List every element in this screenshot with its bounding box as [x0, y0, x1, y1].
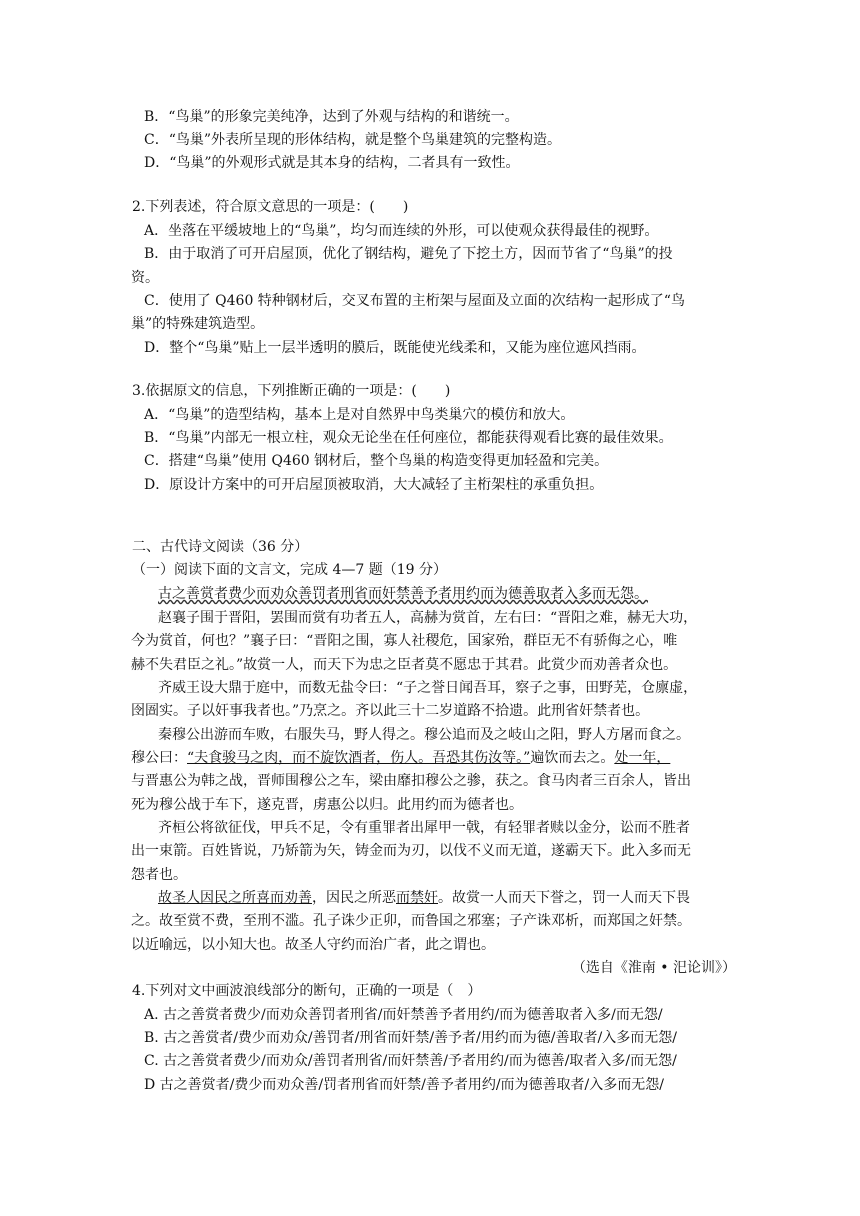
q3-stem: 3.依据原文的信息，下列推断正确的一项是：( ): [132, 383, 451, 399]
passage-source: （选自《淮南 • 汜论训》）: [571, 960, 736, 976]
q4-stem: 4.下列对文中画波浪线部分的断句，正确的一项是（ ）: [132, 983, 482, 999]
underlined-phrase: 处一年，: [614, 750, 671, 766]
q4-option-b: B. 古之善赏者/费少而劝众/善罚者/刑省而奸禁/善予者/用约而为德/善取者/入多而无怨/: [144, 1030, 677, 1046]
passage-line: 死为穆公战于车下，遂克晋，虏惠公以归。此用约而为德者也。: [131, 797, 523, 813]
passage-text: 。故赏一人而天下誉之，罚一人而天下畏: [438, 890, 690, 906]
q2-option-d: D．整个“鸟巢”贴上一层半透明的膜后，既能使光线柔和，又能为座位遮风挡雨。: [144, 340, 646, 356]
q2-option-c-line1: C．使用了 Q460 特种钢材后，交叉布置的主桁架与屋面及立面的次结构一起形成了“鸟: [144, 293, 685, 309]
passage-line: 与晋惠公为韩之战，晋师围穆公之车，梁由靡扣穆公之骖，获之。食马肉者三百余人，皆出: [131, 773, 691, 789]
passage-line: 秦穆公出游而车败，右服失马，野人得之。穆公追而及之岐山之阳，野人方屠而食之。: [158, 727, 690, 743]
passage-line: [0, 584, 860, 604]
q1-option-d: D．“鸟巢”的外观形式就是其本身的结构，二者具有一致性。: [144, 155, 520, 171]
q4-option-a: A. 古之善赏者费少/而劝众善罚者刑省/而奸禁善予者用约/而为德善取者入多/而无怨/: [144, 1007, 663, 1023]
passage-line: 赵襄子围于晋阳，罢围而赏有功者五人，高赫为赏首，左右曰：“晋阳之难，赫无大功，: [158, 610, 698, 626]
passage-text: 穆公曰：: [131, 750, 187, 766]
passage-line: 今为赏首，何也？”襄子曰：“晋阳之围，寡人社稷危，国家殆，群臣无不有骄侮之心，唯: [131, 633, 678, 649]
passage-line: 赫不失君臣之礼。”故赏一人，而天下为忠之臣者莫不愿忠于其君。此赏少而劝善者众也。: [131, 657, 678, 673]
wavy-underlined-sentence: 古之善赏者费少而劝众善罚者刑省而奸禁善予者用约而为德善取者入多而无怨。: [158, 586, 648, 602]
q3-option-b: B．“鸟巢”内部无一根立柱，观众无论坐在任何座位，都能获得观看比赛的最佳效果。: [144, 430, 673, 446]
passage-line: 囹圄实。子以奸事我者也。”乃烹之。齐以此三十二岁道路不拾遗。此刑省奸禁者也。: [131, 703, 650, 719]
q4-option-d: D 古之善赏者/费少而劝众善/罚者刑省而奸禁/善予者用约/而为德善取者/入多而无怨/: [144, 1077, 664, 1093]
passage-line: 齐桓公将欲征伐，甲兵不足，令有重罪者出犀甲一戟，有轻罪者赎以金分，讼而不胜者: [158, 820, 690, 836]
underlined-phrase: “夫食骏马之肉，而不旋饮酒者，伤人。吾恐其伤汝等。”: [187, 750, 531, 766]
passage-line: 之。故至赏不费，至刑不滥。孔子诛少正卯，而鲁国之邪塞；子产诛邓析，而郑国之奸禁。: [131, 913, 691, 929]
q1-option-b: B．“鸟巢”的形象完美纯净，达到了外观与结构的和谐统一。: [144, 109, 519, 125]
section-heading: 二、古代诗文阅读（36 分）: [132, 539, 309, 555]
q2-option-a: A．坐落在平缓坡地上的“鸟巢”，均匀而连续的外形，可以使观众获得最佳的视野。: [144, 223, 659, 239]
passage-text: ，因民之所恶: [312, 890, 396, 906]
passage-line: 以近喻远，以小知大也。故圣人守约而治广者，此之谓也。: [131, 937, 495, 953]
underlined-phrase: 而禁奸: [396, 890, 438, 906]
q4-option-c: C. 古之善赏者费少/而劝众/善罚者刑省/而奸禁善/予者用约/而为德善/取者入多/而无怨/: [144, 1053, 677, 1069]
passage-line: [0, 888, 860, 908]
q3-option-c: C．搭建“鸟巢”使用 Q460 钢材后，整个鸟巢的构造变得更加轻盈和完美。: [144, 453, 609, 469]
q3-option-a: A．“鸟巢”的造型结构，基本上是对自然界中鸟类巢穴的模仿和放大。: [144, 407, 575, 423]
passage-line: 齐威王设大鼎于庭中，而数无盐令曰：“子之誉日闻吾耳，察子之事，田野芜，仓廪虚，: [158, 680, 698, 696]
q2-stem: 2.下列表述，符合原文意思的一项是：( ): [132, 199, 409, 215]
section-subheading: （一）阅读下面的文言文，完成 4—7 题（19 分）: [132, 562, 447, 578]
q2-option-b-line1: B．由于取消了可开启屋顶，优化了钢结构，避免了下挖土方，因而节省了“鸟巢”的投: [144, 246, 673, 262]
passage-line: 出一束箭。百姓皆说，乃矫箭为矢，铸金而为刃，以伐不义而无道，遂霸天下。此入多而无: [131, 843, 691, 859]
underlined-phrase: 故圣人因民之所喜而劝善: [158, 890, 312, 906]
passage-text: 遍饮而去之。: [530, 750, 615, 766]
q1-option-c: C．“鸟巢”外表所呈现的形体结构，就是整个鸟巢建筑的完整构造。: [144, 132, 562, 148]
q3-option-d: D．原设计方案中的可开启屋顶被取消，大大减轻了主桁架柱的承重负担。: [144, 477, 604, 493]
passage-line: [0, 748, 860, 768]
q2-option-c-line2: 巢”的特殊建筑造型。: [131, 316, 265, 332]
q2-option-b-line2: 资。: [131, 270, 159, 286]
passage-line: 怨者也。: [131, 867, 187, 883]
